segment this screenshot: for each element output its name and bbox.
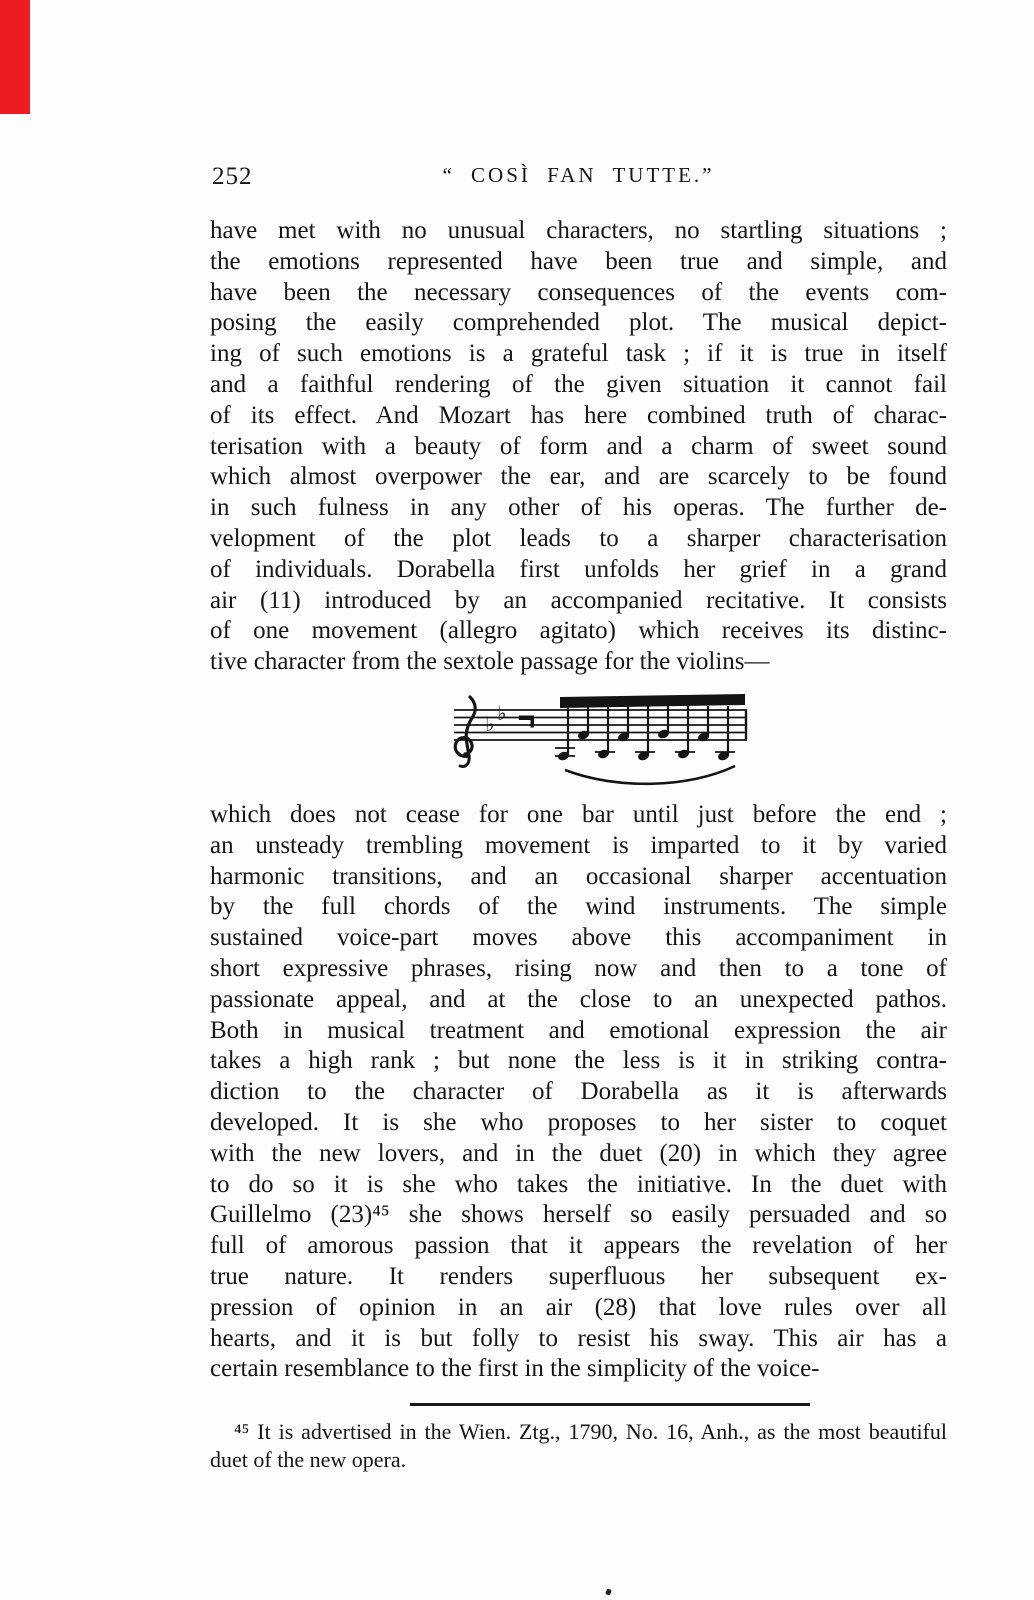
footnote-line: duet of the new opera. — [210, 1447, 407, 1473]
music-notation-engraving — [437, 686, 752, 792]
text-line: full of amorous passion that it appears the revelation of her — [210, 1232, 947, 1260]
text-line: have been the necessary consequences of the events com- — [210, 278, 947, 306]
text-line: ing of such emotions is a grateful task ; if it is true in itself — [210, 340, 947, 368]
running-title: “ COSÌ FAN TUTTE.” — [442, 163, 715, 187]
text-line: developed. It is she who proposes to her sister to coquet — [210, 1108, 947, 1136]
text-line: have met with no unusual characters, no startling situations ; — [210, 217, 947, 244]
text-line: to do so it is she who takes the initiative. In the duet with — [210, 1170, 947, 1198]
page-number: 252 — [212, 163, 253, 190]
text-line: Guillelmo (23)⁴⁵ she shows herself so easily persuaded and so — [210, 1201, 947, 1229]
text-line: pression of opinion in an air (28) that love rules over all — [210, 1293, 947, 1321]
footnote — [210, 1403, 947, 1474]
footnote-line: ⁴⁵ It is advertised in the Wien. Ztg., 1790, No. 16, Anh., as the most beautiful — [234, 1419, 947, 1445]
text-line: in such fulness in any other of his operas. The further de- — [210, 494, 947, 522]
text-line: of its effect. And Mozart has here combined truth of charac- — [210, 401, 947, 429]
slur — [565, 766, 735, 784]
text-line: and a faithful rendering of the given situation it cannot fail — [210, 370, 947, 398]
text-line: velopment of the plot leads to a sharper characterisation — [210, 524, 947, 552]
text-line: of individuals. Dorabella first unfolds her grief in a grand — [210, 555, 947, 583]
text-line: sustained voice-part moves above this accompaniment in — [210, 924, 947, 952]
flat-sign-icon: ♭ — [485, 711, 495, 736]
note-group — [555, 706, 735, 762]
page-content — [210, 160, 947, 1474]
text-line: the emotions represented have been true and simple, and — [210, 247, 947, 275]
scan-speck — [605, 1588, 612, 1595]
text-line: terisation with a beauty of form and a charm of sweet sound — [210, 432, 947, 460]
paragraph-2 — [210, 800, 947, 1385]
text-line: true nature. It renders superfluous her subsequent ex- — [210, 1262, 947, 1290]
beam — [560, 694, 745, 708]
text-line: hearts, and it is but folly to resist his sway. This air has a — [210, 1324, 947, 1352]
text-line: certain resemblance to the first in the simplicity of the voice- — [210, 1355, 820, 1383]
footnote-separator — [410, 1403, 810, 1406]
text-line: posing the easily comprehended plot. The musical depict- — [210, 309, 947, 337]
text-line: passionate appeal, and at the close to an unexpected pathos. — [210, 985, 947, 1013]
flat-sign-icon: ♭ — [497, 700, 507, 725]
red-edge-mark — [0, 0, 30, 114]
text-line: Both in musical treatment and emotional expression the air — [210, 1016, 947, 1044]
text-line: takes a high rank ; but none the less is it in striking contra- — [210, 1047, 947, 1075]
text-line: which does not cease for one bar until just before the end ; — [210, 800, 947, 828]
text-line: with the new lovers, and in the duet (20) in which they agree — [210, 1139, 947, 1167]
text-line: of one movement (allegro agitato) which receives its distinc- — [210, 617, 947, 645]
paragraph-1 — [210, 216, 947, 678]
page-header — [210, 160, 947, 190]
text-line: tive character from the sextole passage for the violins— — [210, 648, 770, 676]
text-line: which almost overpower the ear, and are scarcely to be found — [210, 463, 947, 491]
text-line: short expressive phrases, rising now and then to a tone of — [210, 954, 947, 982]
footnote-text — [210, 1418, 947, 1474]
text-line: an unsteady trembling movement is imparted to it by varied — [210, 831, 947, 859]
text-line: air (11) introduced by an accompanied recitative. It consists — [210, 586, 947, 614]
text-line: diction to the character of Dorabella as it is afterwards — [210, 1078, 947, 1106]
text-line: harmonic transitions, and an occasional sharper accentuation — [210, 862, 947, 890]
text-line: by the full chords of the wind instruments. The simple — [210, 893, 947, 921]
music-figure — [210, 686, 947, 792]
